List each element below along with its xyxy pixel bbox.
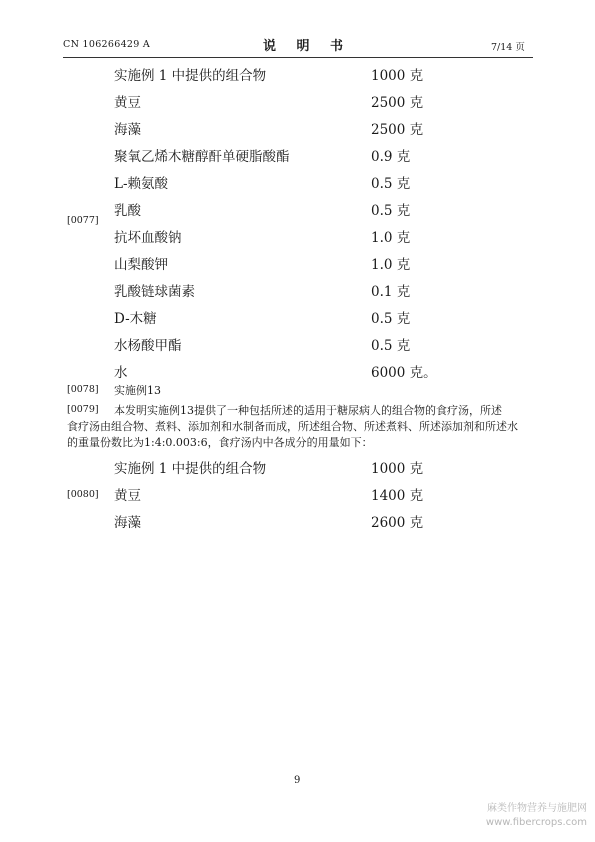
watermark [486,802,587,830]
ingredient-qty: 2500 克 [371,122,424,138]
ingredient-qty: 0.5 克 [371,176,411,192]
ingredient-name: 乳酸链球菌素 [114,284,195,300]
ingredient-name: 实施例 1 中提供的组合物 [114,68,267,84]
ingredient-name: L-赖氨酸 [114,176,169,192]
ingredient-qty: 0.5 克 [371,203,411,219]
paragraph-line: 的重量份数比为1:4:0.003:6，食疗汤内中各成分的用量如下： [67,436,373,449]
ingredient-name: 黄豆 [114,488,141,504]
paragraph-line: 食疗汤由组合物、煮料、添加剂和水制备而成，所述组合物、所述煮料、所述添加剂和所述水 [67,420,518,433]
page-number: 9 [294,775,301,786]
paragraph-number-0079: [0079] [67,404,99,415]
ingredient-qty: 1.0 克 [371,230,411,246]
paragraph-number-0078: [0078] [67,384,99,395]
ingredient-name: 山梨酸钾 [114,257,168,273]
watermark-url: www.fibercrops.com [485,817,587,828]
ingredient-qty: 2600 克 [371,515,424,531]
document-title: 说 明 书 [263,39,352,54]
ingredient-qty: 2500 克 [371,95,424,111]
ingredient-qty: 0.5 克 [371,311,411,327]
example-heading: 实施例13 [114,384,161,397]
paragraph-number-0080: [0080] [67,489,99,500]
ingredient-name: 海藻 [114,122,141,138]
ingredient-name: 水杨酸甲酯 [114,338,182,354]
ingredient-name: 抗坏血酸钠 [114,230,182,246]
ingredient-name: 水 [114,365,128,381]
paragraph-line: 本发明实施例13提供了一种包括所述的适用于糖尿病人的组合物的食疗汤，所述 [114,404,502,417]
ingredient-qty: 1000 克 [371,68,424,84]
ingredient-qty: 0.5 克 [371,338,411,354]
page-indicator: 7/14 页 [491,42,525,53]
header-rule [63,57,533,58]
patent-number: CN 106266429 A [63,39,151,50]
ingredient-name: 海藻 [114,515,141,531]
ingredient-qty: 0.9 克 [371,149,411,165]
ingredient-name: 乳酸 [114,203,141,219]
ingredient-name: 聚氧乙烯木糖醇酐单硬脂酸酯 [114,149,290,165]
ingredient-qty: 1000 克 [371,461,424,477]
ingredient-qty: 1400 克 [371,488,424,504]
paragraph-number-0077: [0077] [67,215,99,226]
ingredient-qty: 6000 克。 [371,365,437,381]
ingredient-name: 黄豆 [114,95,141,111]
ingredient-qty: 0.1 克 [371,284,411,300]
ingredient-qty: 1.0 克 [371,257,411,273]
ingredient-name: 实施例 1 中提供的组合物 [114,461,267,477]
ingredient-name: D-木糖 [114,311,157,327]
watermark-site-name: 麻类作物营养与施肥网 [487,803,587,814]
